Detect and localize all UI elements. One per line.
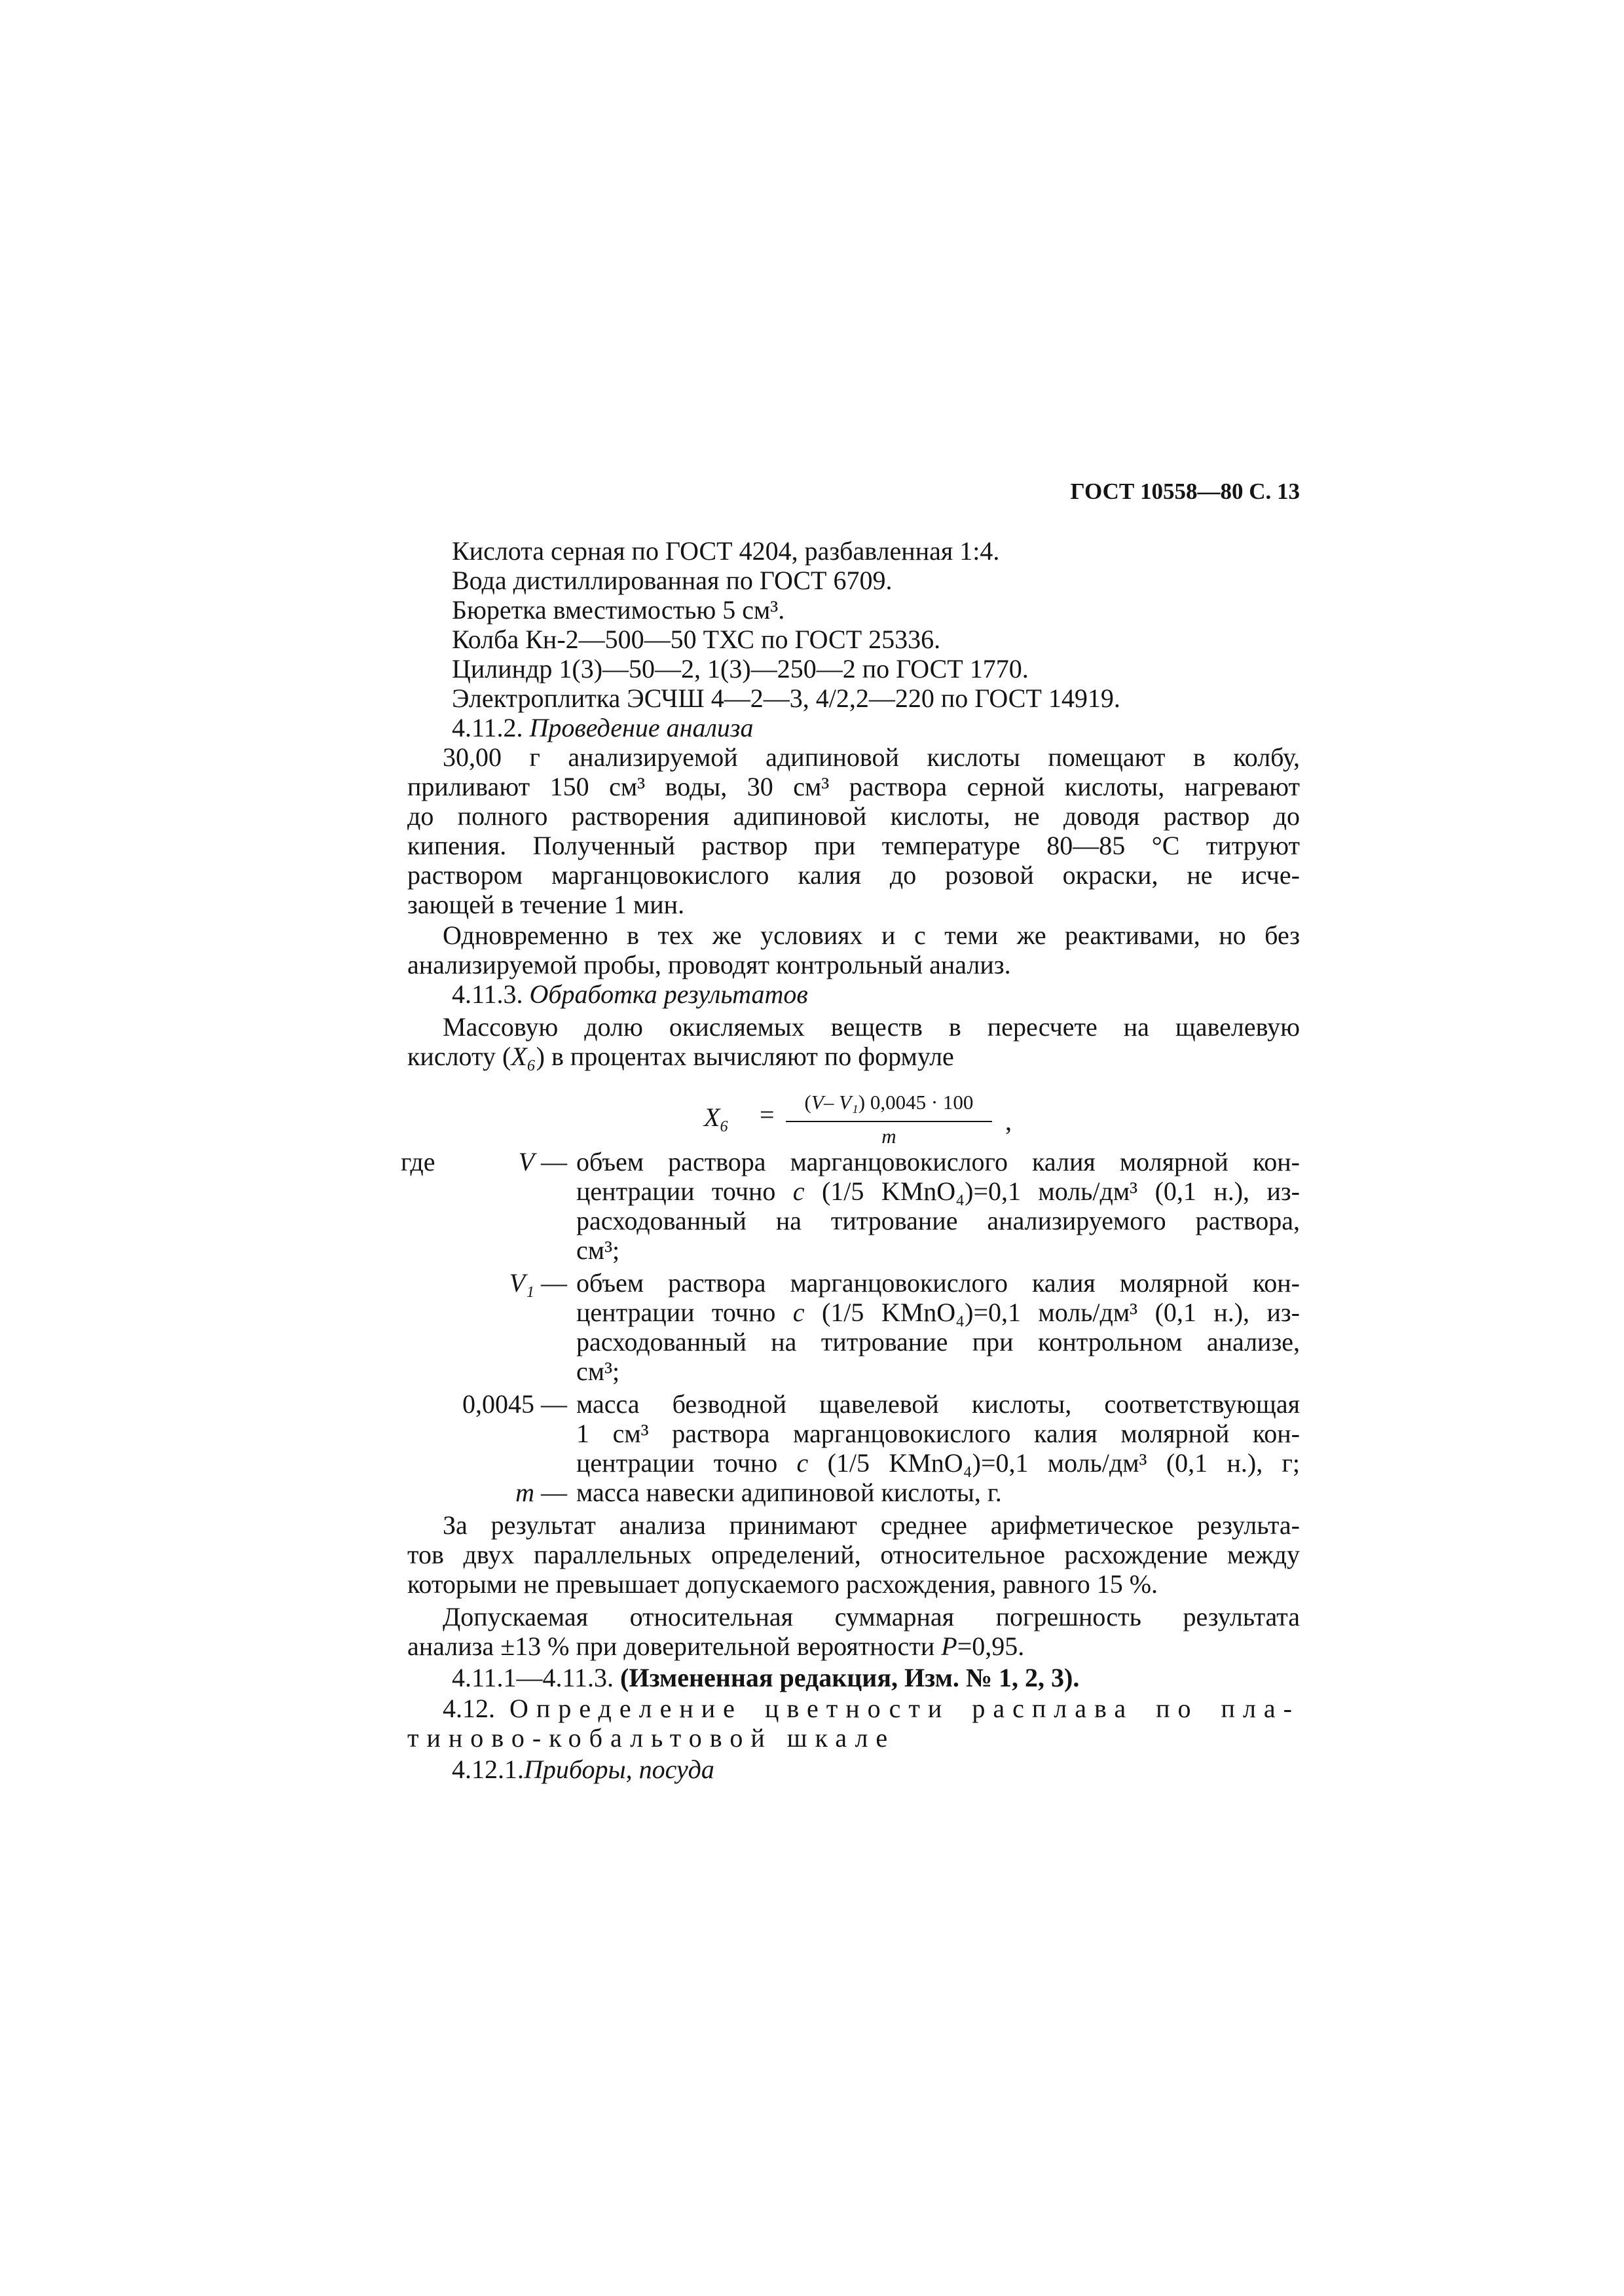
text-segment: – <box>823 1091 840 1114</box>
text-segment: ( <box>804 1091 811 1114</box>
paragraph-line <box>407 1631 1300 1662</box>
definition-dash: — <box>541 1147 567 1176</box>
section-title: Приборы, посуда <box>524 1755 714 1784</box>
definition-dash: — <box>541 1268 567 1298</box>
definition-text: расходованный на титрование при контрольном анализе, <box>576 1327 1300 1357</box>
paragraph-line: анализируемой пробы, проводят контрольный анализ. <box>407 950 1011 979</box>
reagent-item: Колба Кн-2—500—50 ТХС по ГОСТ 25336. <box>452 625 941 654</box>
section-number: 4.12. <box>443 1694 495 1723</box>
constant-value: 0,0045 <box>462 1389 534 1419</box>
text-segment: =0,95. <box>957 1631 1025 1661</box>
formula-numerator <box>786 1089 992 1116</box>
definition-term <box>393 1268 567 1298</box>
text-segment: ) в процентах вычисляют по формуле <box>536 1042 954 1071</box>
reagent-item: Кислота серная по ГОСТ 4204, разбавленная 1:4. <box>452 536 1000 566</box>
variable-symbol: c <box>792 1176 805 1206</box>
paragraph-line: За результат анализа принимают среднее арифметическое результа- <box>443 1510 1300 1540</box>
section-number: 4.11.2. <box>452 713 523 742</box>
paragraph-line: Допускаемая относительная суммарная погрешность результата <box>443 1602 1300 1631</box>
text-segment: ) 0,0045 · 100 <box>858 1091 974 1114</box>
paragraph-line: тов двух параллельных определений, относительное расхождение между <box>407 1540 1300 1569</box>
running-header: ГОСТ 10558—80 С. 13 <box>1070 479 1300 504</box>
definition-text <box>576 1298 1300 1328</box>
section-title: Проведение анализа <box>529 713 754 742</box>
section-heading <box>407 713 1300 743</box>
variable-symbol: V₁ <box>509 1268 534 1298</box>
formula-denominator: m <box>881 1125 896 1148</box>
paragraph-line: Одновременно в тех же условиях и с теми же реактивами, но без <box>443 920 1300 950</box>
section-heading <box>407 979 1300 1010</box>
variable-symbol: V <box>518 1147 534 1176</box>
fraction-bar <box>786 1121 992 1122</box>
section-title: Обработка результатов <box>529 979 808 1009</box>
reagent-item: Цилиндр 1(3)—50—2, 1(3)—250—2 по ГОСТ 1770. <box>452 654 1029 683</box>
paragraph-line: раствором марганцовокислого калия до розовой окраски, не исче- <box>407 860 1300 890</box>
definition-dash: — <box>541 1478 567 1507</box>
section-title: Определение цветности расплава по пла- <box>509 1694 1300 1723</box>
clause-range: 4.11.1—4.11.3. <box>452 1663 614 1692</box>
formula-lhs: X₆ <box>704 1102 729 1132</box>
text-segment: центрации точно <box>576 1298 793 1327</box>
paragraph-line <box>407 1042 1300 1072</box>
variable-symbol: P <box>941 1631 957 1661</box>
definition-text <box>576 1448 1300 1478</box>
variable-symbol: c <box>796 1448 809 1478</box>
reagent-item: Бюретка вместимостью 5 см³. <box>452 595 785 625</box>
definition-text: масса навески адипиновой кислоты, г. <box>576 1478 1002 1507</box>
definition-text: объем раствора марганцовокислого калия молярной кон- <box>576 1268 1300 1298</box>
definition-text: см³; <box>576 1235 620 1265</box>
variable-symbol: m <box>515 1478 534 1507</box>
definition-term <box>393 1147 567 1177</box>
text-segment: анализа ±13 % при доверительной вероятности <box>407 1631 942 1661</box>
paragraph-line: до полного растворения адипиновой кислоты, не доводя раствор до <box>407 801 1300 831</box>
paragraph-line: которыми не превышает допускаемого расхождения, равного 15 %. <box>407 1569 1158 1599</box>
paragraph-line: зающей в течение 1 мин. <box>407 890 685 919</box>
variable-symbol: c <box>792 1298 805 1327</box>
variable-symbol: V₁ <box>839 1091 858 1114</box>
amendment-note <box>407 1663 1300 1693</box>
definition-where: где <box>401 1147 435 1176</box>
formula-trailing-comma: , <box>1005 1106 1012 1136</box>
section-number: 4.11.3. <box>452 979 523 1009</box>
text-segment: центрации точно <box>576 1176 793 1206</box>
section-heading <box>407 1694 1300 1724</box>
definition-text: объем раствора марганцовокислого калия молярной кон- <box>576 1147 1300 1176</box>
definition-term <box>393 1389 567 1419</box>
text-segment: (1/5 KMnO₄)=0,1 моль/дм³ (0,1 н.), из- <box>804 1176 1300 1206</box>
variable-symbol: V <box>811 1091 824 1114</box>
amendment-text: (Измененная редакция, Изм. № 1, 2, 3). <box>620 1663 1080 1692</box>
definition-text: см³; <box>576 1357 620 1386</box>
formula-equals: = <box>760 1100 775 1129</box>
reagent-item: Электроплитка ЭСЧШ 4—2—3, 4/2,2—220 по ГОСТ 14919. <box>452 683 1120 713</box>
definition-text: расходованный на титрование анализируемого раствора, <box>576 1206 1300 1235</box>
text-segment: кислоту ( <box>407 1042 511 1071</box>
text-segment: (1/5 KMnO₄)=0,1 моль/дм³ (0,1 н.), из- <box>804 1298 1300 1327</box>
variable-symbol: X₆ <box>511 1042 536 1071</box>
text-segment: центрации точно <box>576 1448 797 1478</box>
section-heading-continued <box>407 1723 1300 1753</box>
definition-dash: — <box>541 1389 567 1419</box>
definition-text <box>576 1176 1300 1207</box>
definition-term <box>393 1478 567 1508</box>
paragraph-line: приливают 150 см³ воды, 30 см³ раствора серной кислоты, нагревают <box>407 772 1300 801</box>
paragraph-line: 30,00 г анализируемой адипиновой кислоты помещают в колбу, <box>443 742 1300 772</box>
section-title: тиново-кобальтовой шкале <box>407 1723 896 1753</box>
text-segment: (1/5 KMnO₄)=0,1 моль/дм³ (0,1 н.), г; <box>808 1448 1301 1478</box>
definition-text: масса безводной щавелевой кислоты, соответствующая <box>576 1389 1300 1419</box>
paragraph-line: Массовую долю окисляемых веществ в пересчете на щавелевую <box>443 1012 1300 1042</box>
definition-text: 1 см³ раствора марганцовокислого калия молярной кон- <box>576 1419 1300 1448</box>
reagent-item: Вода дистиллированная по ГОСТ 6709. <box>452 566 893 595</box>
section-heading <box>407 1755 1300 1785</box>
section-number: 4.12.1. <box>452 1755 524 1784</box>
paragraph-line: кипения. Полученный раствор при температуре 80—85 °С титруют <box>407 831 1300 860</box>
